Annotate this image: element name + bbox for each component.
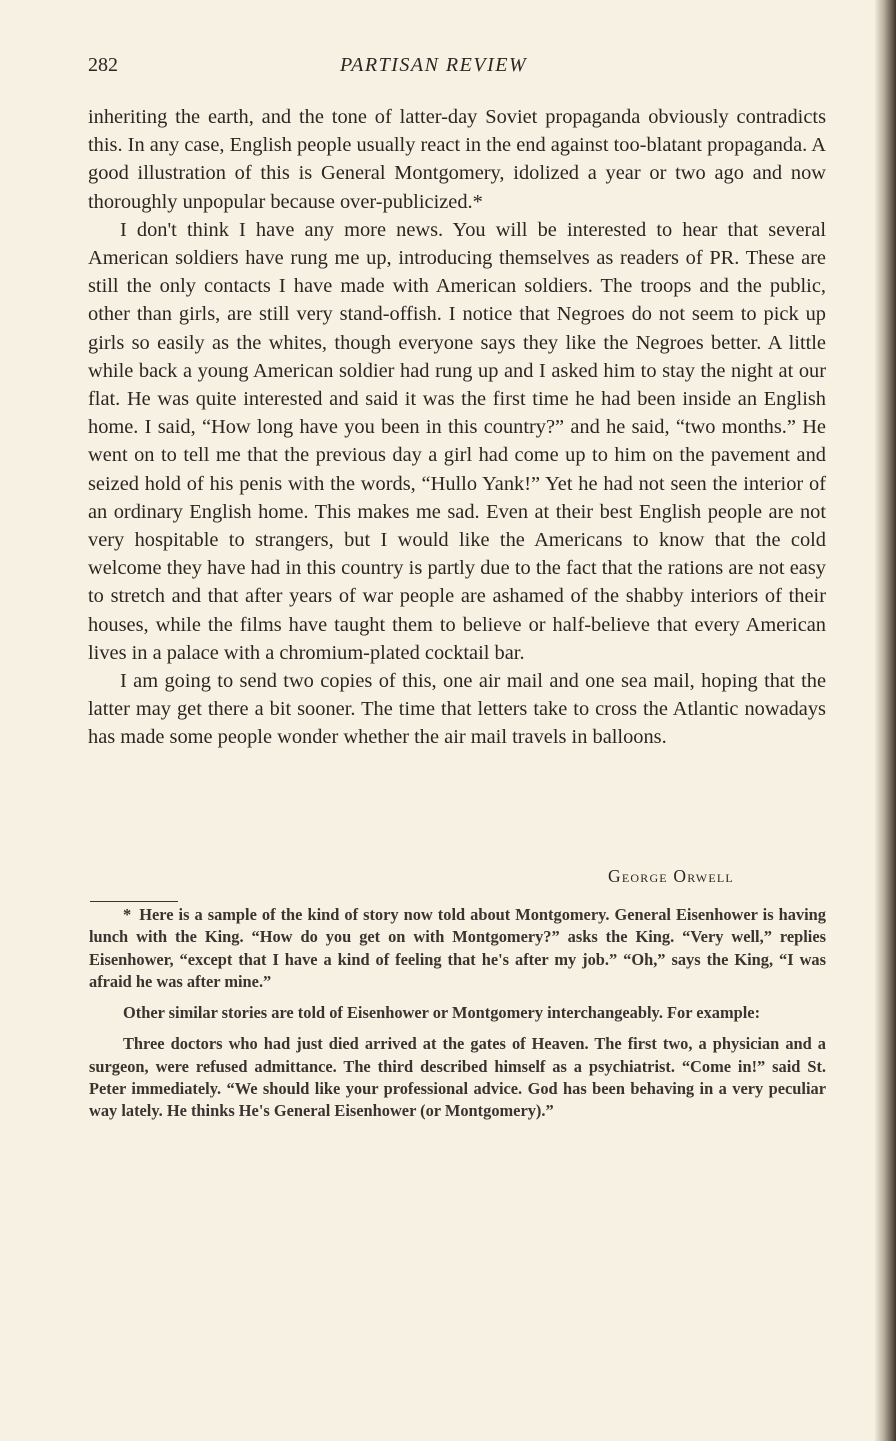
- footnote-divider: [90, 901, 178, 902]
- body-paragraph: inheriting the earth, and the tone of latter-day Soviet propaganda obviously contradicts this. In any case, English people usually react in the end against too-blatant propaganda. A good illustration of this is General Montgomery, idolized a year or two ago and now thoroughly unpopular because over-publicized.*: [88, 106, 826, 213]
- footnote-paragraph: [89, 904, 826, 993]
- page-edge-shadow: [874, 0, 896, 1441]
- footnote-paragraph: Three doctors who had just died arrived at the gates of Heaven. The first two, a physician and a surgeon, were refused admittance. The third described himself as a psychiatrist. “Come in!” said St. Peter immediately. “We should like your professional advice. God has been behaving in a very peculiar way lately. He thinks He's General Eisenhower (or Montgomery).”: [89, 1034, 826, 1121]
- article-body: [88, 103, 826, 752]
- page-header: [88, 54, 826, 84]
- footnote-paragraph: Other similar stories are told of Eisenhower or Montgomery interchangeably. For example:: [123, 1003, 761, 1023]
- footnote-marker: *: [123, 905, 132, 924]
- body-paragraph: I don't think I have any more news. You will be interested to hear that several American soldiers have rung me up, introducing themselves as readers of PR. These are still the only contacts I have made with American soldiers. The troops and the public, other than girls, are still very stand-offish. I notice that Negroes do not seem to pick up girls so easily as the whites, though everyone says they like the Negroes better. A little while back a young American soldier had rung up and I asked him to stay the night at our flat. He was quite interested and said it was the first time he had been inside an English home. I said, “How long have you been in this country?” and he said, “two months.” He went on to tell me that the previous day a girl had come up to him on the pavement and seized hold of his penis with the words, “Hullo Yank!” Yet he had not seen the interior of an ordinary English home. This makes me sad. Even at their best English people are not very hospitable to strangers, but I would like the Americans to know that the cold welcome they have had in this country is partly due to the fact that the rations are not easy to stretch and that after years of war people are ashamed of the shabby interiors of their houses, while the films have taught them to believe or half-believe that every American lives in a palace with a chromium-plated cocktail bar.: [88, 218, 826, 664]
- page-number: 282: [88, 54, 118, 76]
- footnote-text: Here is a sample of the kind of story now told about Montgomery. General Eisenhower is having lunch with the King. “How do you get on with Montgomery?” asks the King. “Very well,” replies Eisenhower, “except that I have a kind of feeling that he's after my job.” “Oh,” says the King, “I was afraid he was after mine.”: [89, 905, 826, 991]
- footnotes: [89, 904, 826, 1132]
- running-title: PARTISAN REVIEW: [340, 54, 528, 76]
- author-signature: George Orwell: [608, 866, 734, 886]
- body-paragraph: I am going to send two copies of this, one air mail and one sea mail, hoping that the latter may get there a bit sooner. The time that letters take to cross the Atlantic nowadays has made some people wonder whether the air mail travels in balloons.: [88, 670, 826, 749]
